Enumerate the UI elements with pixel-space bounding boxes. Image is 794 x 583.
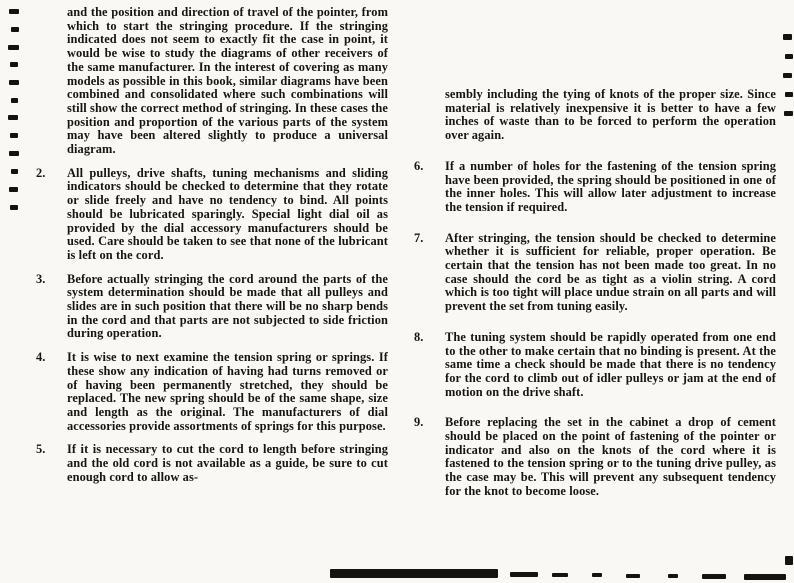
continuation-paragraph: and the position and direction of travel of the pointer, from which to start the stringing procedure. If the stringing indicated does not seem to exactly fit the case in point, it would be wise to study the diagrams of other receivers of the same manufacturer. In the interest of covering as many models as possible in this book, similar diagrams have been combined and consolidated where such combinations will still show the correct method of stringing. In these cases the position and proportion of the various parts of the system may have been altered slightly to produce a universal diagram. [67,5,388,157]
scan-artifact [783,73,792,78]
scan-artifact [668,574,678,578]
scan-artifact [744,574,786,580]
scan-artifact [11,98,18,103]
item-text: All pulleys, drive shafts, tuning mechanisms and sliding indicators should be checked to determine that they rotate or slide freely and have no tendency to bind. All points should be lubricated sparingly. Special light dial oil as provided by the dial accessory manufacturers should be used. Care should be taken to see that none of the lubricant is left on the cord. [67,165,388,262]
scan-artifact [785,556,793,565]
list-item [36,351,388,433]
scan-artifact [9,187,18,192]
column-left [36,6,388,495]
item-number: 7. [414,230,424,245]
column-right [414,88,776,516]
list-item [414,416,776,498]
scan-artifact [9,80,19,85]
scan-artifact [9,9,19,14]
item-number: 3. [36,271,46,286]
scan-artifact [11,169,18,174]
item-text: If it is necessary to cut the cord to length before stringing and the old cord is not available as a guide, be sure to cut enough cord to allow as- [67,442,388,484]
continuation-paragraph: sembly including the tying of knots of the proper size. Since material is relatively inexpensive it is better to have a few inches of waste than to be forced to perform the operation over again. [445,87,776,143]
list-item [414,232,776,314]
item-number: 9. [414,415,424,430]
scan-artifact [10,62,18,67]
scan-artifact [592,573,602,577]
scan-artifact [552,573,568,577]
list-item [36,167,388,263]
scan-artifact [785,54,793,59]
item-text: Before actually stringing the cord around the parts of the system determination should be made that all pulleys and slides are in such position that there will be no sharp bends in the cord and that parts are not subjected to side friction during operation. [67,271,388,341]
scan-artifact [510,572,538,577]
list-item [36,443,388,484]
scan-artifact [783,34,792,40]
item-text: The tuning system should be rapidly operated from one end to the other to make certain that no binding is present. At the same time a check should be made that there is no tendency for the cord to climb out of idler pulleys or jam at the end of motion on the drive shaft. [445,329,776,399]
list-item [36,273,388,342]
scan-artifact [10,205,18,210]
list-item [414,331,776,400]
item-text: Before replacing the set in the cabinet a drop of cement should be placed on the point of fastening of the pointer or indicator and also on the knots of the cord where it is fastened to the tension spring or to the tuning drive pulley, as the case may be. This will prevent any subsequent tendency for the knot to become loose. [445,415,776,498]
item-text: If a number of holes for the fastening of the tension spring have been provided, the spring should be positioned in one of the inner holes. This will allow later adjustment to increase the tension if required. [445,158,776,214]
item-number: 6. [414,158,424,173]
scan-artifact [702,574,726,579]
scan-artifact [785,92,793,97]
item-number: 4. [36,350,46,365]
item-number: 8. [414,329,424,344]
scan-artifact [9,151,19,156]
item-text: It is wise to next examine the tension spring or springs. If these show any indication of having had turns removed or of having been permanently stretched, they should be replaced. The new spring should be of the same shape, size and length as the original. The manufacturers of dial accessories provide assortments of springs for this purpose. [67,350,388,433]
scan-artifact [626,574,640,578]
scan-artifact [8,45,19,50]
scan-artifact [10,133,18,138]
item-text: After stringing, the tension should be checked to determine whether it is sufficient for reliable, proper operation. Be certain that the tension has not been made too great. In no case should the cord be as tight as a violin string. A cord which is too tight will place undue strain on all parts and will prevent the set from tuning easily. [445,230,776,314]
scan-artifact [330,569,498,578]
scan-artifact [8,115,18,120]
list-item [414,160,776,215]
scan-artifact [784,111,793,116]
scan-artifact [11,27,19,32]
item-number: 2. [36,165,46,180]
item-number: 5. [36,442,46,457]
